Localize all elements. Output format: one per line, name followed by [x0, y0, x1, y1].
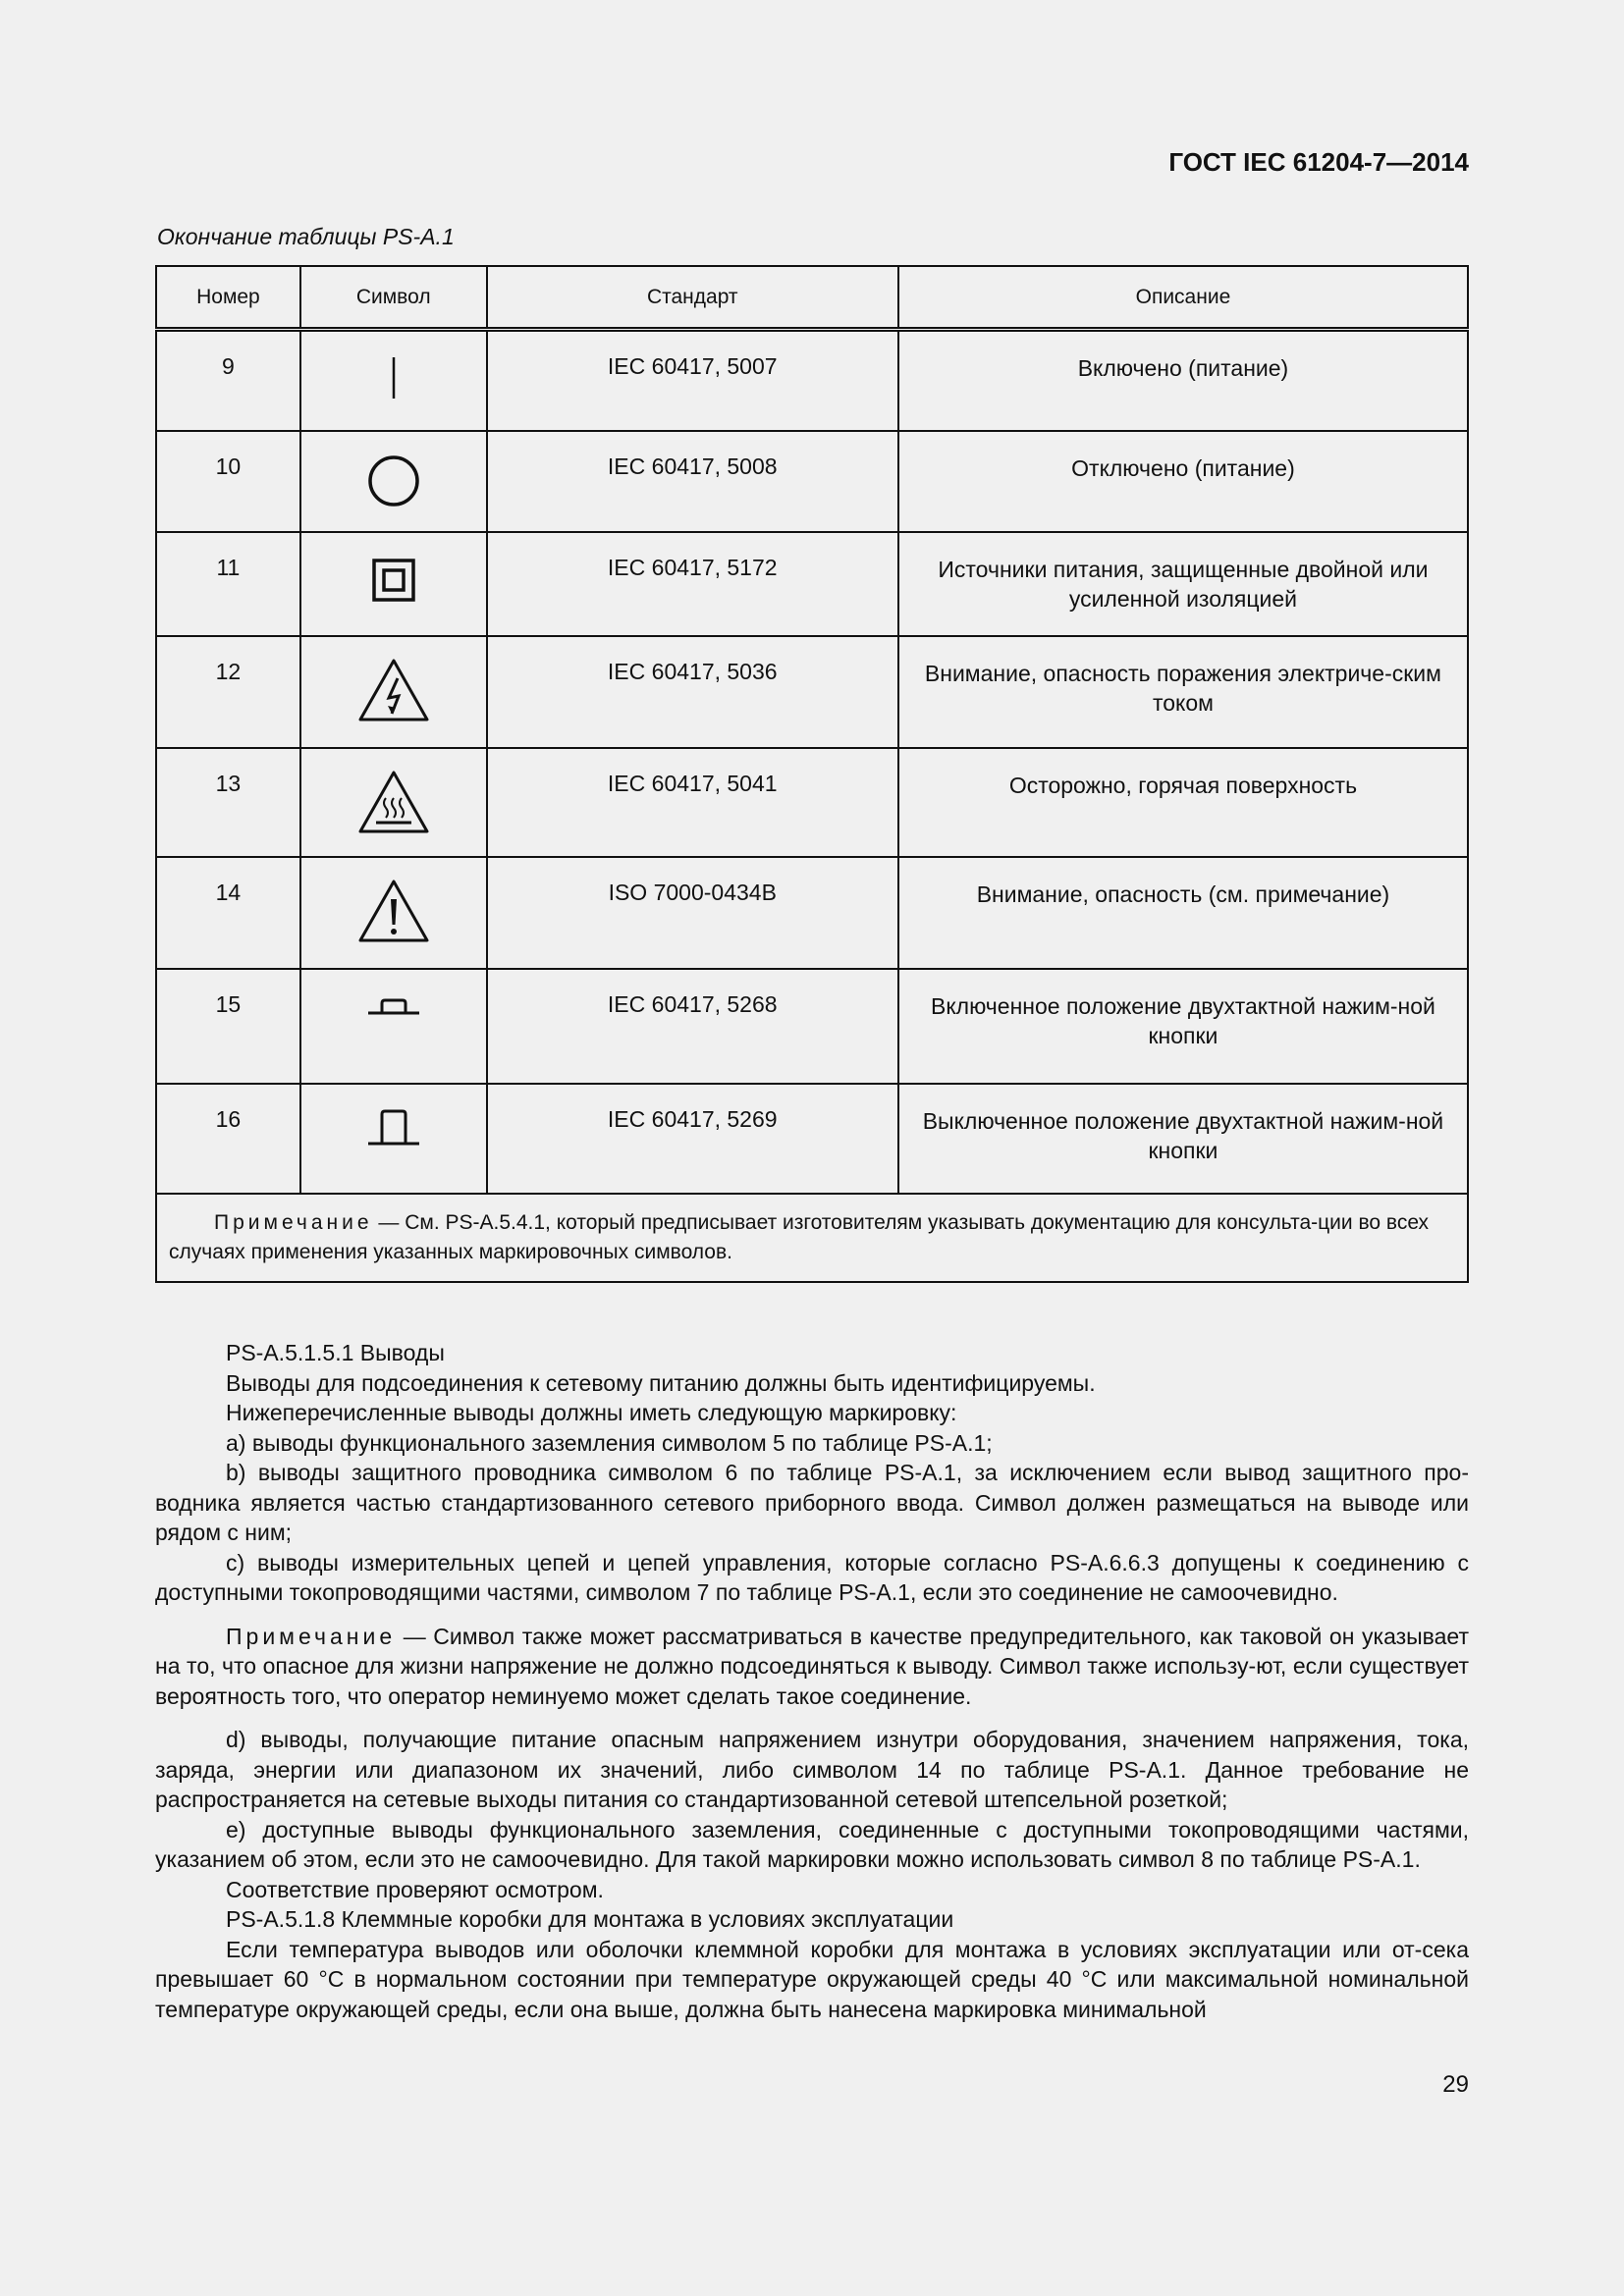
paragraph: Если температура выводов или оболочки клеммной коробки для монтажа в условиях эксплуатации или от-сека превышает 60 °C в нормальном состоянии при температуре окружающей среды 40 °C или максимальной номинальной температуре окружающей среды, если она выше, должна быть нанесена маркировка минимальной — [155, 1936, 1469, 2022]
row-number: 14 — [156, 857, 300, 969]
table-row — [156, 532, 1468, 636]
paragraph: Нижеперечисленные выводы должны иметь следующую маркировку: — [226, 1400, 957, 1425]
list-item-d: d) выводы, получающие питание опасным напряжением изнутри оборудования, значением напряжения, тока, заряда, энергии или диапазоном их значений, либо символом 14 по таблице PS-A.1. Данное требование не распространяется на сетевые выходы питания со стандартизованной сетевой штепсельной розеткой; — [155, 1727, 1469, 1812]
general-warning-icon — [354, 876, 433, 946]
symbols-table — [155, 265, 1469, 1283]
row-description: Внимание, опасность поражения электриче-ским током — [898, 636, 1468, 748]
row-standard: IEC 60417, 5269 — [487, 1084, 898, 1194]
row-description: Отключено (питание) — [898, 431, 1468, 532]
column-header-standard: Стандарт — [487, 266, 898, 330]
row-description: Включено (питание) — [898, 330, 1468, 431]
row-description: Источники питания, защищенные двойной или усиленной изоляцией — [898, 532, 1468, 636]
double-insulation-icon — [359, 551, 428, 610]
row-description: Включенное положение двухтактной нажим-ной кнопки — [898, 969, 1468, 1084]
power-on-line-icon — [359, 349, 428, 408]
list-item-e: e) доступные выводы функционального заземления, соединенные с доступными токопроводящими частями, указанием об этом, если это не самоочевидно. Для такой маркировки можно использовать символ 8 по таблице PS-A.1. — [155, 1816, 1469, 1872]
row-number: 13 — [156, 748, 300, 857]
row-standard: IEC 60417, 5036 — [487, 636, 898, 748]
section-heading: PS-A.5.1.5.1 Выводы — [226, 1340, 445, 1365]
row-number: 11 — [156, 532, 300, 636]
section-heading: PS-A.5.1.8 Клеммные коробки для монтажа в условиях эксплуатации — [226, 1906, 954, 1932]
page-number: 29 — [1442, 2071, 1469, 2098]
table-caption: Окончание таблицы PS-A.1 — [157, 224, 455, 249]
electric-shock-warning-icon — [354, 655, 433, 725]
body-note-label: Примечание — [226, 1623, 397, 1649]
table-note-text: — См. PS-A.5.4.1, который предписывает изготовителям указывать документацию для консульта-ции во всех случаях применения указанных маркировочных символов. — [169, 1210, 1430, 1263]
paragraph: Соответствие проверяют осмотром. — [226, 1876, 604, 1902]
table-note-label: Примечание — [214, 1210, 373, 1234]
body-note — [155, 1622, 1469, 1712]
table-row — [156, 431, 1468, 532]
column-header-number: Номер — [156, 266, 300, 330]
table-row — [156, 330, 1468, 431]
row-number: 15 — [156, 969, 300, 1084]
power-off-circle-icon — [359, 450, 428, 508]
document-code: ГОСТ IEC 61204-7—2014 — [1168, 147, 1469, 177]
row-standard: IEC 60417, 5268 — [487, 969, 898, 1084]
paragraph: Выводы для подсоединения к сетевому питанию должны быть идентифицируемы. — [226, 1369, 1096, 1396]
row-description: Внимание, опасность (см. примечание) — [898, 857, 1468, 969]
row-number: 10 — [156, 431, 300, 532]
table-note — [156, 1194, 1468, 1282]
body-text — [155, 1338, 1469, 2024]
table-row — [156, 636, 1468, 748]
row-standard: IEC 60417, 5041 — [487, 748, 898, 857]
table-row — [156, 969, 1468, 1084]
row-number: 16 — [156, 1084, 300, 1194]
table-row — [156, 857, 1468, 969]
hot-surface-warning-icon — [354, 767, 433, 837]
row-standard: ISO 7000-0434B — [487, 857, 898, 969]
table-row — [156, 748, 1468, 857]
table-row — [156, 1084, 1468, 1194]
row-description: Осторожно, горячая поверхность — [898, 748, 1468, 857]
list-item-c: c) выводы измерительных цепей и цепей управления, которые согласно PS-A.6.6.3 допущены к соединению с доступными токопроводящими частями, символом 7 по таблице PS-A.1, если это соединение не самоочевидно. — [155, 1549, 1469, 1605]
row-number: 12 — [156, 636, 300, 748]
push-button-in-icon — [354, 988, 433, 1027]
body-note-text: — Символ также может рассматриваться в качестве предупредительного, как таковой он указывает на то, что опасное для жизни напряжение не должно подсоединяться к выводу. Символ также использу-ют, если существует вероятность того, что оператор неминуемо может сделать такое соединение. — [155, 1623, 1469, 1709]
table-header-row — [156, 266, 1468, 330]
row-standard: IEC 60417, 5008 — [487, 431, 898, 532]
column-header-symbol: Символ — [300, 266, 487, 330]
list-item-b: b) выводы защитного проводника символом 6 по таблице PS-A.1, за исключением если вывод защитного про-водника является частью стандартизованного сетевого приборного ввода. Символ должен размещаться на выводе или рядом с ним; — [155, 1460, 1469, 1545]
column-header-description: Описание — [898, 266, 1468, 330]
row-standard: IEC 60417, 5007 — [487, 330, 898, 431]
row-description: Выключенное положение двухтактной нажим-ной кнопки — [898, 1084, 1468, 1194]
push-button-out-icon — [354, 1102, 433, 1151]
list-item-a: a) выводы функционального заземления символом 5 по таблице PS-A.1; — [226, 1429, 993, 1456]
row-number: 9 — [156, 330, 300, 431]
row-standard: IEC 60417, 5172 — [487, 532, 898, 636]
table-note-row — [156, 1194, 1468, 1282]
